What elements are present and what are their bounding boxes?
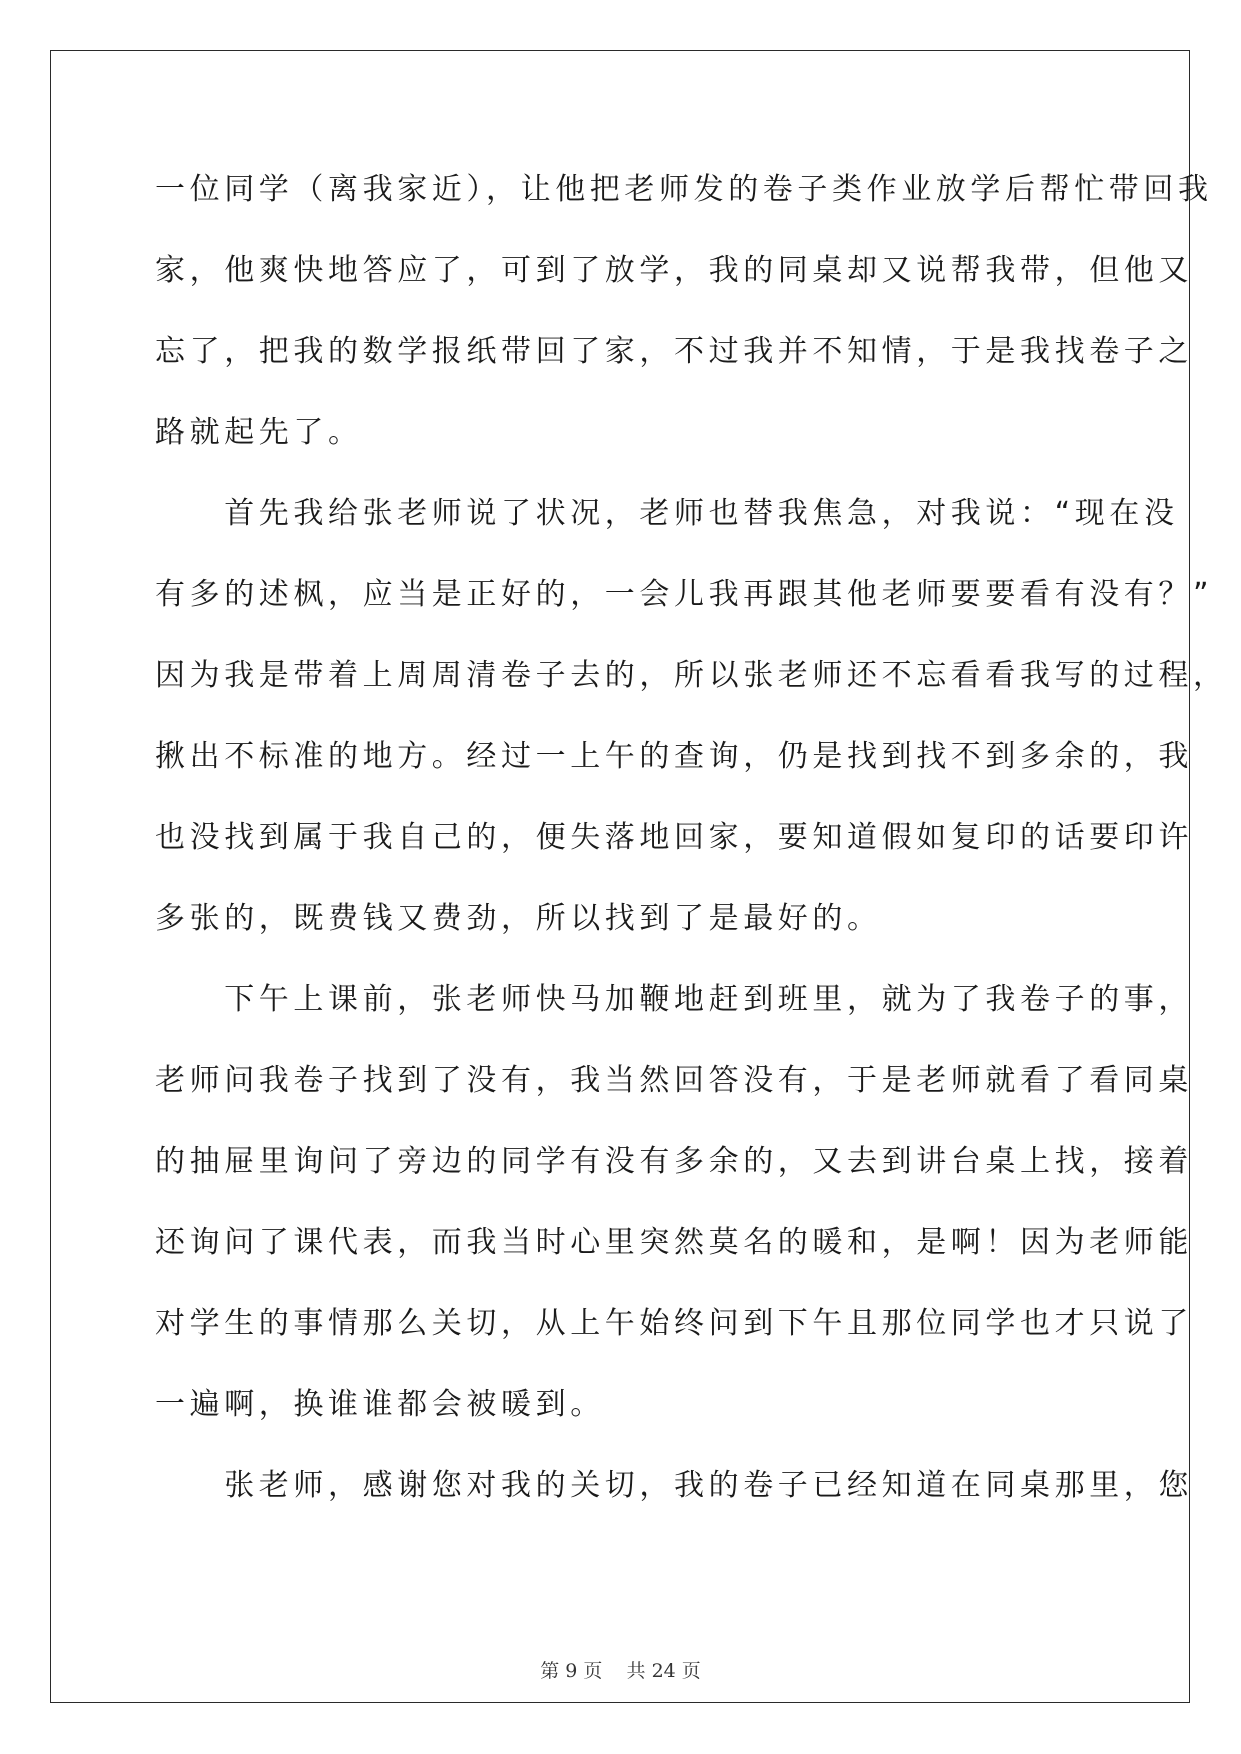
text-line: 还询问了课代表，而我当时心里突然莫名的暖和，是啊！因为老师能: [155, 1225, 1193, 1260]
text-line: 路就起先了。: [155, 415, 363, 450]
text-line: 忘了，把我的数学报纸带回了家，不过我并不知情，于是我找卷子之: [155, 334, 1193, 369]
page-number-footer: 第 9 页 共 24 页: [540, 1660, 701, 1682]
text-line: 多张的，既费钱又费劲，所以找到了是最好的。: [155, 901, 882, 936]
document-body: [155, 163, 1228, 1540]
text-line: 有多的述枫，应当是正好的，一会儿我再跟其他老师要要看有没有？”: [155, 577, 1214, 612]
text-line: 首先我给张老师说了状况，老师也替我焦急，对我说：“现在没: [155, 496, 1179, 531]
text-line: 也没找到属于我自己的，便失落地回家，要知道假如复印的话要印许: [155, 820, 1193, 855]
text-line: 一位同学（离我家近），让他把老师发的卷子类作业放学后帮忙带回我: [155, 172, 1213, 207]
text-line: 的抽屉里询问了旁边的同学有没有多余的，又去到讲台桌上找，接着: [155, 1144, 1193, 1179]
text-line: 对学生的事情那么关切，从上午始终问到下午且那位同学也才只说了: [155, 1306, 1193, 1341]
text-line: 揪出不标准的地方。经过一上午的查询，仍是找到找不到多余的，我: [155, 739, 1193, 774]
text-line: 下午上课前，张老师快马加鞭地赶到班里，就为了我卷子的事，: [155, 982, 1193, 1017]
text-line: 张老师，感谢您对我的关切，我的卷子已经知道在同桌那里，您: [155, 1468, 1193, 1503]
text-line: 老师问我卷子找到了没有，我当然回答没有，于是老师就看了看同桌: [155, 1063, 1193, 1098]
text-line: 家，他爽快地答应了，可到了放学，我的同桌却又说帮我带，但他又: [155, 253, 1193, 288]
text-line: 一遍啊，换谁谁都会被暖到。: [155, 1387, 605, 1422]
text-line: 因为我是带着上周周清卷子去的，所以张老师还不忘看看我写的过程，: [155, 658, 1228, 693]
